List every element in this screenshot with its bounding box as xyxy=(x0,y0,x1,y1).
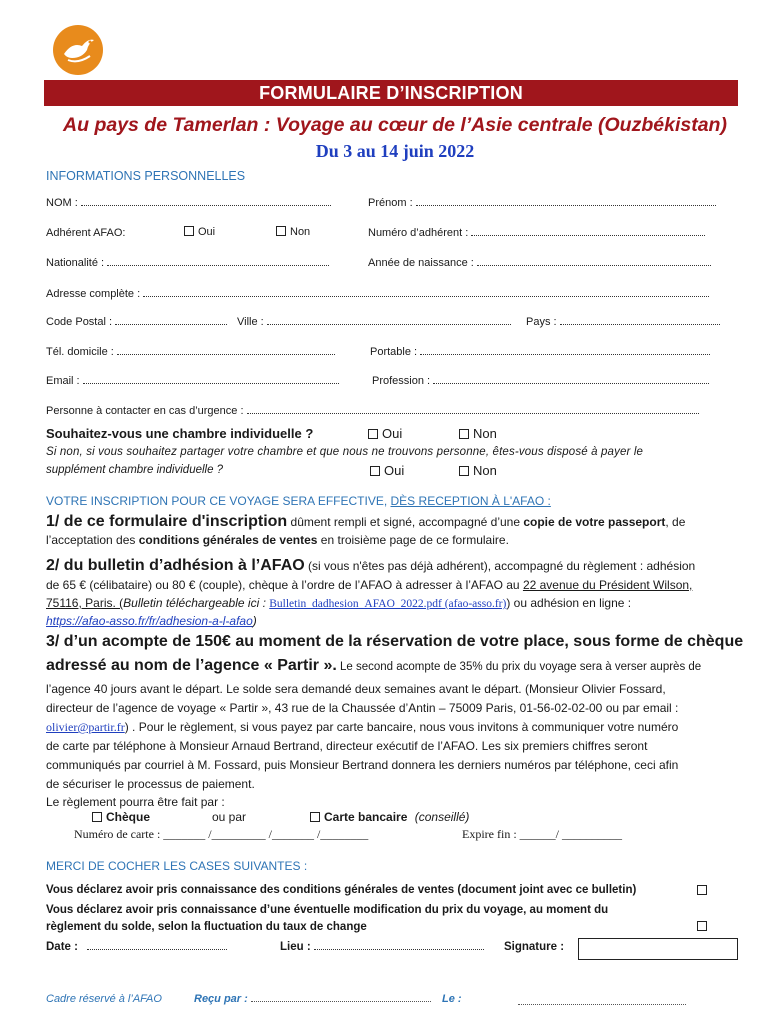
date-label: Date : xyxy=(46,941,78,953)
numero-label: Numéro d’adhérent : xyxy=(368,227,469,239)
step3-line4: olivier@partir.fr) . Pour le règlement, si vous payez par carte bancaire, nous vous invitons à communiquer votre numéro xyxy=(46,720,679,734)
adhesion-link[interactable]: https://afao-asso.fr/fr/adhesion-a-l-afao xyxy=(46,614,253,628)
ou-par-label: ou par xyxy=(212,810,247,824)
email-label: Email : xyxy=(46,375,80,387)
step2-title: 2/ du bulletin d’adhésion à l’AFAO xyxy=(46,557,305,574)
nationalite-label: Nationalité : xyxy=(46,257,105,269)
ville-label: Ville : xyxy=(237,316,264,328)
recu-field[interactable] xyxy=(251,993,431,1002)
checkbox-icon[interactable] xyxy=(459,429,469,439)
nationalite-row xyxy=(46,257,329,269)
email-row xyxy=(46,375,339,387)
step2-line3: 75116, Paris. (Bulletin téléchargeable ici : Bulletin_dadhesion_AFAO_2022.pdf (afao-asso.fr)) ou adhésion en ligne : xyxy=(46,596,632,610)
nationalite-field[interactable] xyxy=(107,257,329,266)
trip-dates: Du 3 au 14 juin 2022 xyxy=(315,141,475,161)
adresse-label: Adresse complète : xyxy=(46,288,141,300)
step1-line1: 1/ de ce formulaire d'inscription dûment rempli et signé, accompagné d’une copie de votre passeport, de xyxy=(46,513,686,530)
annee-field[interactable] xyxy=(477,257,711,266)
pays-row xyxy=(526,316,720,328)
bulletin-link[interactable]: Bulletin_dadhesion_AFAO_2022.pdf (afao-asso.fr) xyxy=(269,598,507,610)
checkbox-icon[interactable] xyxy=(459,466,469,476)
step2-line1: 2/ du bulletin d’adhésion à l’AFAO (si vous n'êtes pas déjà adhérent), accompagné du règlement : adhésion xyxy=(46,557,696,574)
modif-statement-line1: Vous déclarez avoir pris connaissance d’une éventuelle modification du prix du voyage, au moment du xyxy=(46,904,609,916)
date-field[interactable] xyxy=(87,941,227,950)
lieu-label: Lieu : xyxy=(280,941,311,953)
lieu-field[interactable] xyxy=(314,941,484,950)
step2-line2: de 65 € (célibataire) ou 80 € (couple), chèque à l’ordre de l’AFAO à adresser à l’AFAO au 22 avenue du Président Wilson, xyxy=(46,578,693,592)
step3-title-line1: 3/ d’un acompte de 150€ au moment de la réservation de votre place, sous forme de chèque xyxy=(46,633,744,650)
chambre-note-line2: supplément chambre individuelle ? xyxy=(46,464,224,476)
code-postal-row xyxy=(46,316,227,328)
ville-row xyxy=(237,316,511,328)
adherent-label: Adhérent AFAO: xyxy=(46,227,126,239)
recu-row xyxy=(194,993,431,1005)
cgv-statement: Vous déclarez avoir pris connaissance des conditions générales de ventes (document joint avec ce bulletin) xyxy=(46,884,637,896)
section-heading-merci: MERCI DE COCHER LES CASES SUIVANTES : xyxy=(46,859,308,873)
trip-title: Au pays de Tamerlan : Voyage au cœur de l’Asie centrale (Ouzbékistan) xyxy=(63,114,727,136)
pays-label: Pays : xyxy=(526,316,557,328)
reglement-label: Le règlement pourra être fait par : xyxy=(46,795,225,809)
bird-logo-icon xyxy=(52,24,104,76)
prenom-label: Prénom : xyxy=(368,197,413,209)
tel-field[interactable] xyxy=(117,346,335,355)
adherent-non[interactable]: Non xyxy=(276,226,310,238)
section-heading-inscription: VOTRE INSCRIPTION POUR CE VOYAGE SERA EFFECTIVE, DÈS RECEPTION À L'AFAO : xyxy=(46,494,551,508)
numero-carte-field[interactable]: Numéro de carte : _______ /_________ /_______ /________ xyxy=(74,827,369,841)
supplement-non[interactable]: Non xyxy=(459,463,497,478)
step3-line6: communiqués par courriel à M. Fossard, puis Monsieur Bertrand donnera les derniers numéros par téléphone, ceci afin xyxy=(46,758,679,772)
nom-label: NOM : xyxy=(46,197,78,209)
numero-row xyxy=(368,227,705,239)
afao-address: 22 avenue du Président Wilson, xyxy=(522,578,693,592)
profession-row xyxy=(372,375,709,387)
tel-row xyxy=(46,346,335,358)
step3-title-line2: adressé au nom de l’agence « Partir ». xyxy=(46,657,337,674)
step1-title: 1/ de ce formulaire d'inscription xyxy=(46,513,288,530)
step3-line7: de sécuriser le processus de paiement. xyxy=(46,777,255,791)
supplement-oui[interactable]: Oui xyxy=(370,463,404,478)
pays-field[interactable] xyxy=(560,316,720,325)
tel-label: Tél. domicile : xyxy=(46,346,114,358)
profession-field[interactable] xyxy=(433,375,709,384)
le-field[interactable] xyxy=(518,996,686,1005)
modif-statement-line2: règlement du solde, selon la fluctuation du taux de change xyxy=(46,921,367,933)
code-postal-label: Code Postal : xyxy=(46,316,113,328)
prenom-field[interactable] xyxy=(416,197,716,206)
signature-box[interactable] xyxy=(578,938,738,960)
checkbox-icon[interactable] xyxy=(310,812,320,822)
step3-line5: de carte par téléphone à Monsieur Arnaud Bertrand, directeur exécutif de l’AFAO. Les six premiers chiffres seront xyxy=(46,739,648,753)
section-heading-personal: INFORMATIONS PERSONNELLES xyxy=(46,169,246,183)
step3-line3: directeur de l’agence de voyage « Partir », 43 rue de la Chaussée d’Antin – 75009 Paris, 01-56-02-02-00 ou par email : xyxy=(46,701,679,715)
adherent-oui[interactable]: Oui xyxy=(184,226,215,238)
expire-field[interactable]: Expire fin : ______/ __________ xyxy=(462,827,622,841)
email-field[interactable] xyxy=(83,375,339,384)
step3-line2: l’agence 40 jours avant le départ. Le solde sera demandé deux semaines avant le départ. (Monsieur Olivier Fossard, xyxy=(46,682,666,696)
checkbox-icon[interactable] xyxy=(184,226,194,236)
cheque-option[interactable]: Chèque xyxy=(92,810,150,824)
signature-label: Signature : xyxy=(504,941,565,953)
carte-option[interactable]: Carte bancaire (conseillé) xyxy=(310,810,469,824)
checkbox-icon[interactable] xyxy=(276,226,286,236)
checkbox-icon[interactable] xyxy=(370,466,380,476)
urgence-field[interactable] xyxy=(247,405,699,414)
annee-label: Année de naissance : xyxy=(368,257,474,269)
form-title: FORMULAIRE D’INSCRIPTION xyxy=(44,80,738,106)
profession-label: Profession : xyxy=(372,375,431,387)
portable-label: Portable : xyxy=(370,346,418,358)
step3-line1: adressé au nom de l’agence « Partir ». Le second acompte de 35% du prix du voyage sera à verser auprès de xyxy=(46,657,702,674)
prenom-row xyxy=(368,197,716,209)
numero-field[interactable] xyxy=(471,227,705,236)
chambre-non[interactable]: Non xyxy=(459,426,497,441)
nom-row xyxy=(46,197,331,209)
date-row xyxy=(46,941,227,953)
portable-row xyxy=(370,346,710,358)
cgv-checkbox[interactable] xyxy=(697,885,707,895)
step1-line2: l’acceptation des conditions générales de ventes en troisième page de ce formulaire. xyxy=(46,533,509,547)
olivier-email-link[interactable]: olivier@partir.fr xyxy=(46,720,125,734)
urgence-row xyxy=(46,405,699,417)
lieu-row xyxy=(280,941,484,953)
urgence-label: Personne à contacter en cas d’urgence : xyxy=(46,405,244,417)
adresse-row xyxy=(46,288,709,300)
checkbox-icon[interactable] xyxy=(92,812,102,822)
adresse-field[interactable] xyxy=(143,288,709,297)
chambre-oui[interactable]: Oui xyxy=(368,426,402,441)
annee-row xyxy=(368,257,711,269)
le-label: Le : xyxy=(442,993,462,1005)
ville-field[interactable] xyxy=(267,316,511,325)
chambre-question: Souhaitez-vous une chambre individuelle ? xyxy=(46,426,314,441)
code-postal-field[interactable] xyxy=(115,316,227,325)
chambre-note-line1: Si non, si vous souhaitez partager votre chambre et que nous ne trouvons personne, êtes-vous disposé à payer le xyxy=(46,446,644,458)
portable-field[interactable] xyxy=(420,346,710,355)
step2-line4: https://afao-asso.fr/fr/adhesion-a-l-afao) xyxy=(46,614,257,628)
recu-label: Reçu par : xyxy=(194,993,248,1005)
checkbox-icon[interactable] xyxy=(368,429,378,439)
modif-checkbox[interactable] xyxy=(697,921,707,931)
nom-field[interactable] xyxy=(81,197,331,206)
cadre-reserve-label: Cadre réservé à l’AFAO xyxy=(46,993,162,1005)
afao-logo xyxy=(52,24,104,76)
